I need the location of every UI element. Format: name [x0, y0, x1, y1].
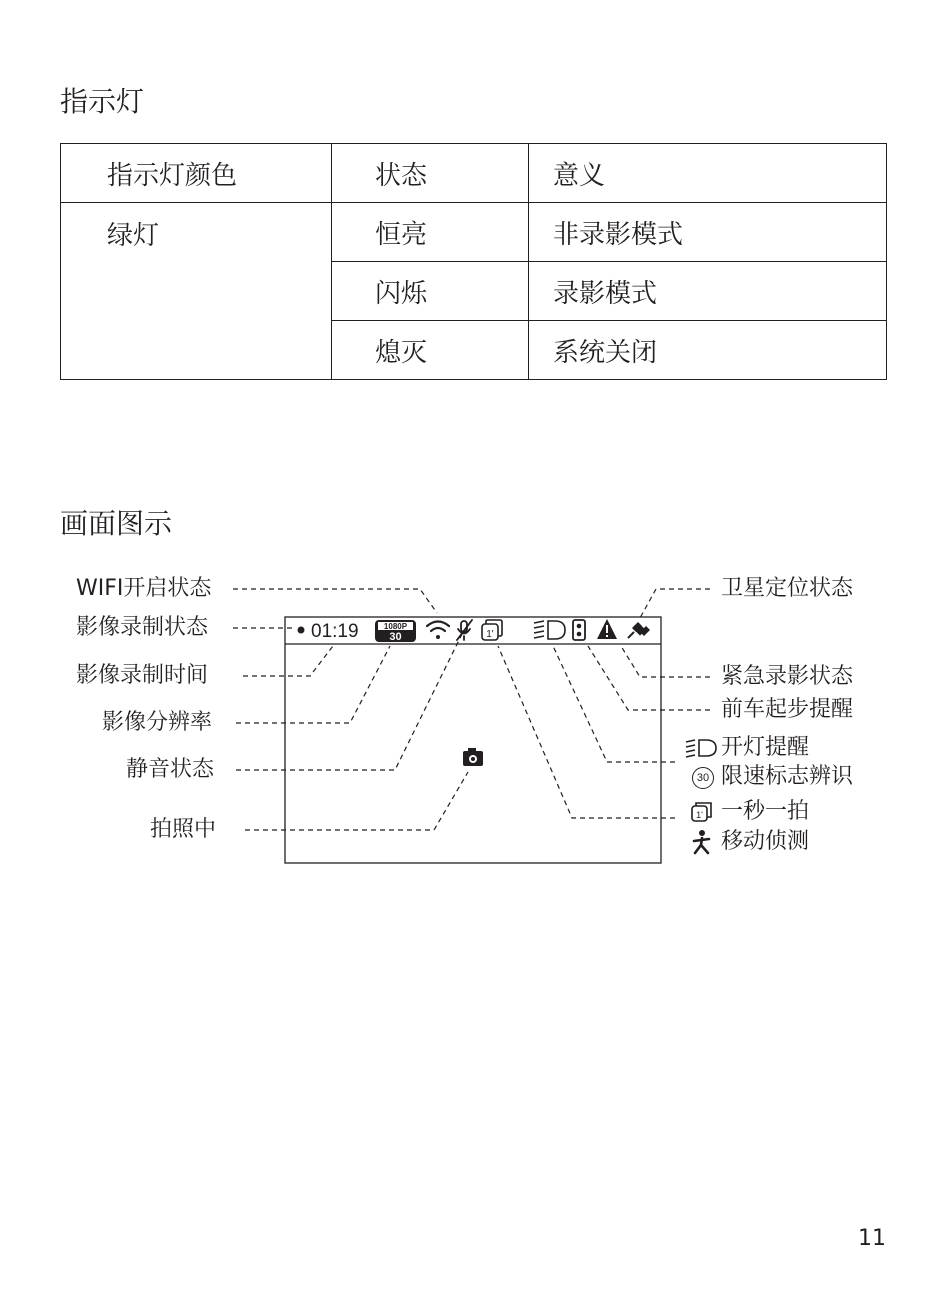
mic-muted-icon [457, 620, 472, 640]
headlight-legend-icon [684, 737, 720, 759]
camera-icon [463, 748, 483, 766]
screen-section-title: 画面图示 [60, 507, 173, 540]
resolution-top: 1080P [383, 622, 408, 631]
table-row [61, 203, 887, 262]
motion-detect-icon [691, 829, 713, 855]
resolution-icon [375, 620, 416, 643]
one-second-label: 1' [486, 629, 494, 640]
color-cell: 绿灯 [61, 203, 332, 380]
label-front-car-start: 前车起步提醒 [721, 697, 854, 722]
one-second-legend-icon [690, 800, 714, 824]
speed-limit-icon: 30 [692, 767, 714, 789]
wifi-icon [427, 622, 449, 640]
state-cell: 熄灭 [332, 321, 529, 380]
label-photo: 拍照中 [150, 817, 217, 842]
header-color: 指示灯颜色 [61, 144, 332, 203]
resolution-bottom: 30 [389, 631, 402, 643]
one-second-icon [482, 620, 502, 640]
meaning-cell: 系统关闭 [529, 321, 887, 380]
table-header-row [61, 144, 887, 203]
meaning-cell: 录影模式 [529, 262, 887, 321]
indicator-section-title: 指示灯 [60, 85, 145, 118]
label-mute: 静音状态 [126, 757, 215, 782]
label-record-status: 影像录制状态 [76, 615, 209, 640]
svg-text:1': 1' [696, 810, 703, 820]
headlight-icon [534, 621, 565, 639]
label-record-time: 影像录制时间 [76, 663, 209, 688]
label-headlight-reminder: 开灯提醒 [721, 735, 810, 760]
label-gps-status: 卫星定位状态 [721, 576, 854, 601]
page-number: 11 [858, 1226, 886, 1251]
traffic-light-icon [573, 620, 585, 640]
record-dot-icon [298, 627, 305, 634]
indicator-table [60, 143, 887, 380]
warning-icon [597, 619, 617, 639]
record-time: 01:19 [311, 621, 359, 642]
label-wifi-status: WIFI开启状态 [76, 576, 212, 601]
label-emergency-record: 紧急录影状态 [721, 664, 854, 689]
state-cell: 闪烁 [332, 262, 529, 321]
label-one-second: 一秒一拍 [721, 799, 810, 824]
header-meaning: 意义 [529, 144, 887, 203]
satellite-icon [628, 622, 650, 638]
label-motion-detect: 移动侦测 [721, 829, 810, 854]
meaning-cell: 非录影模式 [529, 203, 887, 262]
label-resolution: 影像分辨率 [102, 710, 213, 735]
label-speed-sign: 限速标志辨识 [721, 764, 854, 789]
state-cell: 恒亮 [332, 203, 529, 262]
screen-frame [285, 617, 661, 863]
header-state: 状态 [332, 144, 529, 203]
